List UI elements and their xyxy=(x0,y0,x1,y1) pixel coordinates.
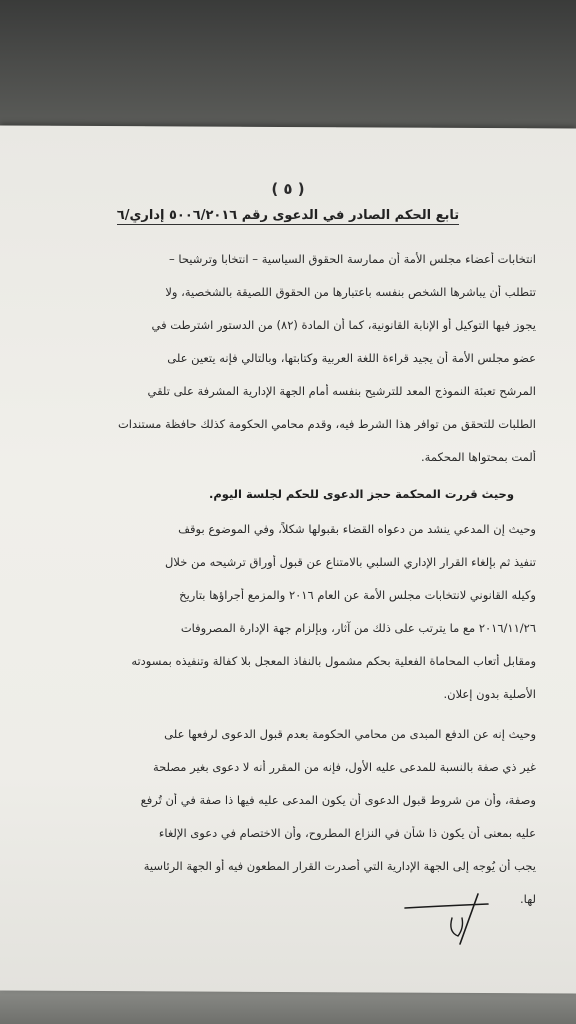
body-line: ومقابل أتعاب المحاماة الفعلية بحكم مشمول بالنفاذ المعجل بلا كفالة وتنفيذه بمسودته xyxy=(131,654,536,668)
body-line: لها. xyxy=(520,892,536,906)
body-line: تنفيذ ثم بإلغاء القرار الإداري السلبي بالامتناع عن قبول أوراق ترشيحه من خلال xyxy=(165,555,536,569)
body-line: عضو مجلس الأمة أن يجيد قراءة اللغة العربية وكتابتها، وبالتالي فإنه يتعين على xyxy=(167,351,536,365)
body-line: الأصلية بدون إعلان. xyxy=(443,687,536,701)
body-line: يجب أن يُوجه إلى الجهة الإدارية التي أصدرت القرار المطعون فيه أو الجهة الرئاسية xyxy=(143,859,536,873)
document-title-text: تابع الحكم الصادر في الدعوى رقم ٥٠٠٦/٢٠١٦ إداري/٦ xyxy=(116,208,460,223)
body-line: وصفة، وأن من شروط قبول الدعوى أن يكون المدعى عليه فيها ذا صفة في أن تُرفع xyxy=(140,793,536,807)
handwritten-signature xyxy=(400,888,495,948)
body-line: المرشح تعبئة النموذج المعد للترشيح بنفسه أمام الجهة الإدارية المشرفة على تلقي xyxy=(147,384,536,398)
body-line: يجوز فيها التوكيل أو الإنابة القانونية، كما أن المادة (٨٢) من الدستور اشترطت في xyxy=(151,318,536,332)
body-line: الطلبات للتحقق من توافر هذا الشرط فيه، وقدم محامي الحكومة كذلك حافظة مستندات xyxy=(117,417,536,431)
body-line: غير ذي صفة بالنسبة للمدعى عليه الأول، فإنه من المقرر أنه لا دعوى بغير مصلحة xyxy=(152,760,536,774)
page-number: ( ٥ ) xyxy=(271,180,305,198)
body-line: تتطلب أن يباشرها الشخص بنفسه باعتبارها من الحقوق اللصيقة بالشخصية، ولا xyxy=(165,285,536,299)
body-line: انتخابات أعضاء مجلس الأمة أن ممارسة الحقوق السياسية – انتخابا وترشيحا – xyxy=(168,252,536,266)
document-title xyxy=(0,208,576,223)
body-line: وكيله القانوني لانتخابات مجلس الأمة عن العام ٢٠١٦ والمزمع أجراؤها بتاريخ xyxy=(179,588,536,602)
body-line: ٢٠١٦/١١/٢٦ مع ما يترتب على ذلك من آثار، وبإلزام جهة الإدارة المصروفات xyxy=(180,621,536,635)
body-line: وحيث إن المدعي ينشد من دعواه القضاء بقبولها شكلاً، وفي الموضوع بوقف xyxy=(178,522,536,536)
body-line: وحيث إنه عن الدفع المبدى من محامي الحكومة بعدم قبول الدعوى لرفعها على xyxy=(164,727,536,741)
section-heading: وحيث قررت المحكمة حجز الدعوى للحكم لجلسة اليوم. xyxy=(208,487,514,501)
body-line: عليه بمعنى أن يكون ذا شأن في النزاع المطروح، وأن الاختصام في دعوى الإلغاء xyxy=(158,826,536,840)
body-line: ألمت بمحتواها المحكمة. xyxy=(421,450,536,464)
